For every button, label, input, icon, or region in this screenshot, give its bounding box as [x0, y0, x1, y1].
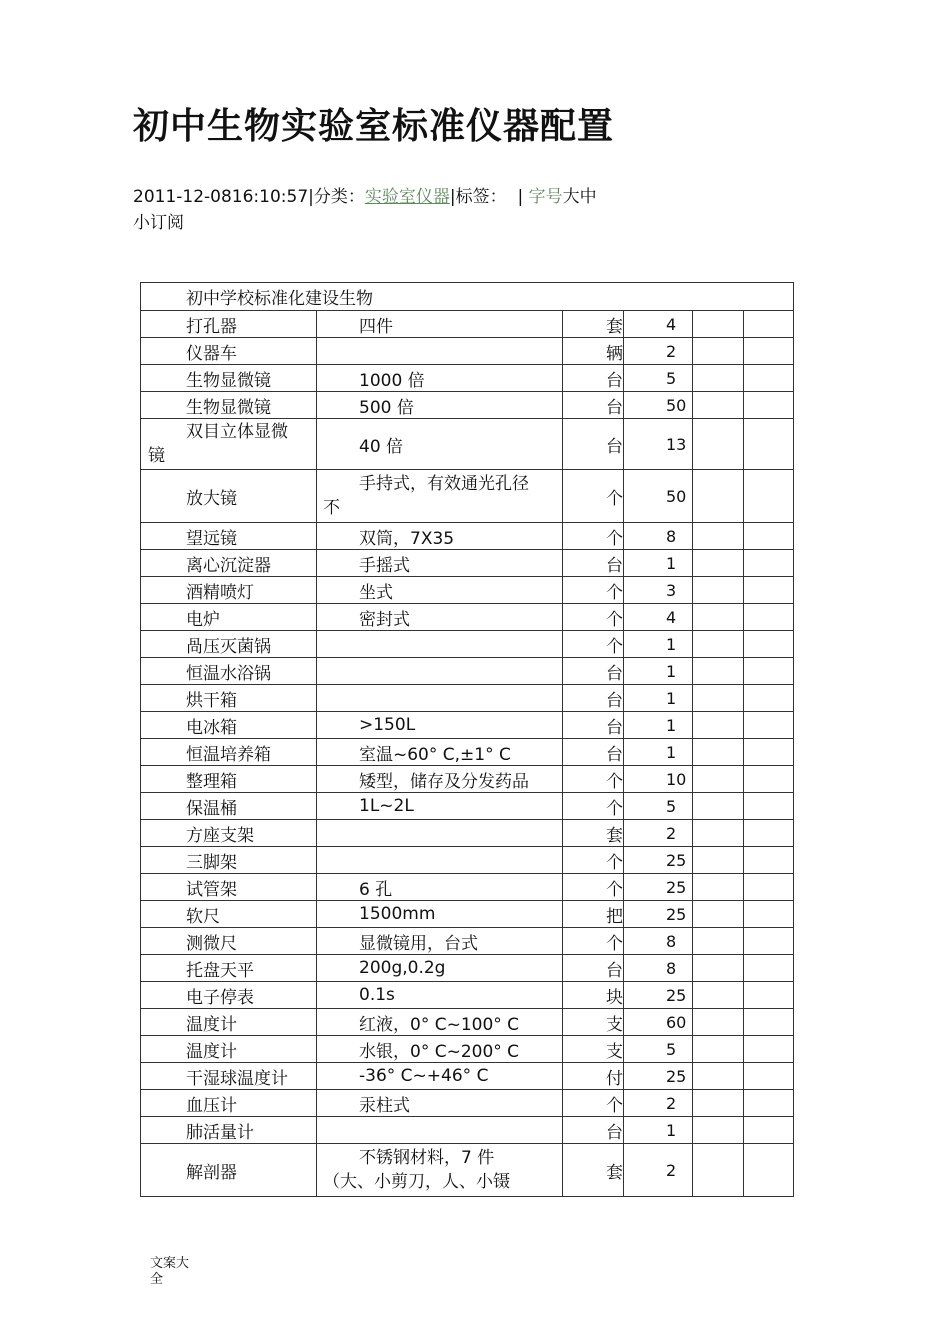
table-row	[141, 1090, 794, 1117]
item-name: 肺活量计	[141, 1117, 317, 1144]
item-name: 三脚架	[141, 847, 317, 874]
empty-cell	[744, 847, 794, 874]
item-quantity: 3	[624, 577, 693, 604]
item-quantity: 50	[624, 470, 693, 523]
empty-cell	[693, 766, 744, 793]
item-name: 打孔器	[141, 311, 317, 338]
item-spec: 1500mm	[317, 901, 563, 928]
item-spec	[317, 631, 563, 658]
empty-cell	[693, 338, 744, 365]
item-unit: 个	[563, 523, 624, 550]
table-row	[141, 1009, 794, 1036]
item-spec-line1: 不锈钢材料，7 件	[359, 1148, 495, 1168]
item-unit: 个	[563, 604, 624, 631]
page-title: 初中生物实验室标准仪器配置	[133, 106, 615, 147]
item-name: 保温桶	[141, 793, 317, 820]
table-row	[141, 550, 794, 577]
item-spec	[317, 658, 563, 685]
empty-cell	[693, 874, 744, 901]
empty-cell	[744, 365, 794, 392]
empty-cell	[693, 631, 744, 658]
item-name: 血压计	[141, 1090, 317, 1117]
empty-cell	[744, 820, 794, 847]
empty-cell	[744, 577, 794, 604]
empty-cell	[693, 365, 744, 392]
empty-cell	[693, 392, 744, 419]
post-datetime: 2011-12-0816:10:57	[133, 187, 309, 207]
item-unit: 台	[563, 392, 624, 419]
item-spec: 500 倍	[317, 392, 563, 419]
item-unit: 台	[563, 550, 624, 577]
empty-cell	[693, 1063, 744, 1090]
empty-cell	[693, 523, 744, 550]
item-spec: 室温~60° C,±1° C	[317, 739, 563, 766]
item-spec-line1: 手持式，有效通光孔径	[359, 474, 529, 494]
item-unit: 台	[563, 658, 624, 685]
item-spec	[317, 847, 563, 874]
item-unit: 个	[563, 631, 624, 658]
item-name-line1: 双目立体显微	[186, 422, 288, 442]
item-name: 电子停表	[141, 982, 317, 1009]
empty-cell	[744, 874, 794, 901]
item-spec-line2: 不	[323, 498, 340, 518]
item-quantity: 5	[624, 365, 693, 392]
font-size-options[interactable]: 大中	[562, 187, 597, 207]
item-spec: 6 孔	[317, 874, 563, 901]
empty-cell	[744, 470, 794, 523]
item-spec: 0.1s	[317, 982, 563, 1009]
table-row	[141, 982, 794, 1009]
item-unit: 个	[563, 577, 624, 604]
empty-cell	[693, 311, 744, 338]
equipment-table	[140, 282, 794, 1197]
table-row	[141, 1144, 794, 1197]
item-quantity: 25	[624, 874, 693, 901]
empty-cell	[744, 685, 794, 712]
empty-cell	[744, 604, 794, 631]
table-row	[141, 523, 794, 550]
empty-cell	[693, 685, 744, 712]
item-name: 干湿球温度计	[141, 1063, 317, 1090]
empty-cell	[693, 793, 744, 820]
item-spec: 1000 倍	[317, 365, 563, 392]
item-name	[141, 419, 317, 470]
item-quantity: 2	[624, 1090, 693, 1117]
item-quantity: 8	[624, 955, 693, 982]
table-row	[141, 365, 794, 392]
item-quantity: 25	[624, 982, 693, 1009]
item-spec: 汞柱式	[317, 1090, 563, 1117]
empty-cell	[744, 793, 794, 820]
empty-cell	[744, 766, 794, 793]
item-quantity: 1	[624, 712, 693, 739]
item-quantity: 2	[624, 1144, 693, 1197]
empty-cell	[693, 1144, 744, 1197]
table-row	[141, 338, 794, 365]
item-unit: 台	[563, 739, 624, 766]
item-quantity: 8	[624, 928, 693, 955]
item-spec: 密封式	[317, 604, 563, 631]
empty-cell	[693, 820, 744, 847]
table-row	[141, 1063, 794, 1090]
item-unit: 个	[563, 1090, 624, 1117]
item-spec: 水银，0° C~200° C	[317, 1036, 563, 1063]
item-spec: 红液，0° C~100° C	[317, 1009, 563, 1036]
empty-cell	[693, 1117, 744, 1144]
item-name: 放大镜	[141, 470, 317, 523]
empty-cell	[744, 1144, 794, 1197]
empty-cell	[744, 658, 794, 685]
item-spec: 1L~2L	[317, 793, 563, 820]
table-row	[141, 901, 794, 928]
empty-cell	[744, 739, 794, 766]
item-spec: >150L	[317, 712, 563, 739]
table-row	[141, 766, 794, 793]
item-name: 解剖器	[141, 1144, 317, 1197]
empty-cell	[693, 955, 744, 982]
item-unit: 支	[563, 1036, 624, 1063]
item-unit: 台	[563, 955, 624, 982]
empty-cell	[744, 338, 794, 365]
empty-cell	[693, 604, 744, 631]
empty-cell	[744, 1063, 794, 1090]
item-quantity: 25	[624, 847, 693, 874]
table-row	[141, 955, 794, 982]
table-row	[141, 631, 794, 658]
item-unit: 支	[563, 1009, 624, 1036]
item-spec: 手摇式	[317, 550, 563, 577]
empty-cell	[744, 523, 794, 550]
empty-cell	[693, 658, 744, 685]
item-unit: 套	[563, 820, 624, 847]
item-name: 托盘天平	[141, 955, 317, 982]
empty-cell	[693, 928, 744, 955]
item-unit: 个	[563, 793, 624, 820]
empty-cell	[744, 712, 794, 739]
item-unit: 块	[563, 982, 624, 1009]
item-quantity: 4	[624, 311, 693, 338]
empty-cell	[693, 739, 744, 766]
item-unit: 个	[563, 766, 624, 793]
empty-cell	[744, 631, 794, 658]
item-name: 试管架	[141, 874, 317, 901]
item-name: 咼压灭菌锅	[141, 631, 317, 658]
item-quantity: 13	[624, 419, 693, 470]
empty-cell	[693, 712, 744, 739]
item-quantity: 60	[624, 1009, 693, 1036]
empty-cell	[693, 470, 744, 523]
item-quantity: 2	[624, 338, 693, 365]
item-spec	[317, 820, 563, 847]
category-label: |分类：	[308, 187, 365, 207]
item-spec	[317, 1144, 563, 1197]
table-row	[141, 1036, 794, 1063]
font-size-link[interactable]: 字号	[528, 187, 563, 207]
item-name: 恒温培养箱	[141, 739, 317, 766]
empty-cell	[744, 1036, 794, 1063]
table-row	[141, 847, 794, 874]
item-spec	[317, 470, 563, 523]
item-unit: 把	[563, 901, 624, 928]
tags-label: |标签：	[449, 187, 507, 207]
item-spec: 40 倍	[317, 419, 563, 470]
empty-cell	[744, 419, 794, 470]
empty-cell	[693, 901, 744, 928]
item-name: 生物显微镜	[141, 392, 317, 419]
item-unit: 个	[563, 470, 624, 523]
empty-cell	[744, 550, 794, 577]
table-row	[141, 311, 794, 338]
empty-cell	[744, 982, 794, 1009]
item-name: 温度计	[141, 1009, 317, 1036]
item-spec: 矮型，储存及分发药品	[317, 766, 563, 793]
item-quantity: 50	[624, 392, 693, 419]
empty-cell	[744, 901, 794, 928]
item-quantity: 10	[624, 766, 693, 793]
item-spec: 显微镜用，台式	[317, 928, 563, 955]
empty-cell	[744, 1090, 794, 1117]
table-row	[141, 793, 794, 820]
table-row	[141, 820, 794, 847]
subscribe-read-links[interactable]: 小订阅	[133, 213, 184, 233]
item-quantity: 1	[624, 685, 693, 712]
empty-cell	[693, 982, 744, 1009]
table-row	[141, 577, 794, 604]
table-row	[141, 604, 794, 631]
item-name: 望远镜	[141, 523, 317, 550]
item-name: 生物显微镜	[141, 365, 317, 392]
item-spec: -36° C~+46° C	[317, 1063, 563, 1090]
item-quantity: 1	[624, 739, 693, 766]
item-unit: 台	[563, 1117, 624, 1144]
item-name: 恒温水浴锅	[141, 658, 317, 685]
category-link[interactable]: 实验室仪器	[364, 187, 450, 207]
empty-cell	[693, 1090, 744, 1117]
item-spec: 坐式	[317, 577, 563, 604]
table-row	[141, 1117, 794, 1144]
item-name: 电炉	[141, 604, 317, 631]
table-row	[141, 658, 794, 685]
item-quantity: 5	[624, 1036, 693, 1063]
item-name: 烘干箱	[141, 685, 317, 712]
empty-cell	[693, 847, 744, 874]
item-name: 电冰箱	[141, 712, 317, 739]
item-quantity: 5	[624, 793, 693, 820]
item-quantity: 25	[624, 901, 693, 928]
item-unit: 套	[563, 1144, 624, 1197]
table-row	[141, 419, 794, 470]
item-spec	[317, 685, 563, 712]
empty-cell	[744, 392, 794, 419]
empty-cell	[693, 1036, 744, 1063]
table-header: 初中学校标准化建设生物	[141, 283, 794, 311]
table-row	[141, 712, 794, 739]
item-quantity: 1	[624, 631, 693, 658]
item-unit: 台	[563, 712, 624, 739]
separator: |	[517, 187, 524, 207]
table-row	[141, 739, 794, 766]
item-unit: 台	[563, 365, 624, 392]
item-spec	[317, 338, 563, 365]
item-spec-line2: （大、小剪刀，人、小镊	[323, 1172, 510, 1192]
item-quantity: 1	[624, 658, 693, 685]
item-unit: 辆	[563, 338, 624, 365]
item-quantity: 1	[624, 1117, 693, 1144]
item-quantity: 25	[624, 1063, 693, 1090]
item-spec: 四件	[317, 311, 563, 338]
footer-note: 文案大全	[150, 1256, 190, 1287]
item-spec: 双筒，7X35	[317, 523, 563, 550]
item-unit: 台	[563, 685, 624, 712]
table-row	[141, 470, 794, 523]
item-quantity: 4	[624, 604, 693, 631]
item-name: 整理箱	[141, 766, 317, 793]
empty-cell	[744, 1117, 794, 1144]
item-name: 软尺	[141, 901, 317, 928]
item-name: 酒精喷灯	[141, 577, 317, 604]
empty-cell	[744, 311, 794, 338]
item-unit: 个	[563, 874, 624, 901]
empty-cell	[744, 1009, 794, 1036]
item-name: 温度计	[141, 1036, 317, 1063]
item-spec: 200g,0.2g	[317, 955, 563, 982]
item-name: 离心沉淀器	[141, 550, 317, 577]
item-unit: 个	[563, 847, 624, 874]
empty-cell	[693, 1009, 744, 1036]
empty-cell	[693, 577, 744, 604]
empty-cell	[693, 550, 744, 577]
item-name: 测微尺	[141, 928, 317, 955]
empty-cell	[744, 955, 794, 982]
item-quantity: 1	[624, 550, 693, 577]
post-meta	[133, 184, 643, 236]
empty-cell	[693, 419, 744, 470]
table-row	[141, 874, 794, 901]
table-row	[141, 392, 794, 419]
item-spec	[317, 1117, 563, 1144]
table-row	[141, 685, 794, 712]
item-name: 仪器车	[141, 338, 317, 365]
item-name-line2: 镜	[148, 446, 165, 466]
item-quantity: 2	[624, 820, 693, 847]
empty-cell	[744, 928, 794, 955]
item-name: 方座支架	[141, 820, 317, 847]
item-unit: 付	[563, 1063, 624, 1090]
table-row	[141, 928, 794, 955]
item-unit: 套	[563, 311, 624, 338]
item-unit: 台	[563, 419, 624, 470]
item-quantity: 8	[624, 523, 693, 550]
item-unit: 个	[563, 928, 624, 955]
